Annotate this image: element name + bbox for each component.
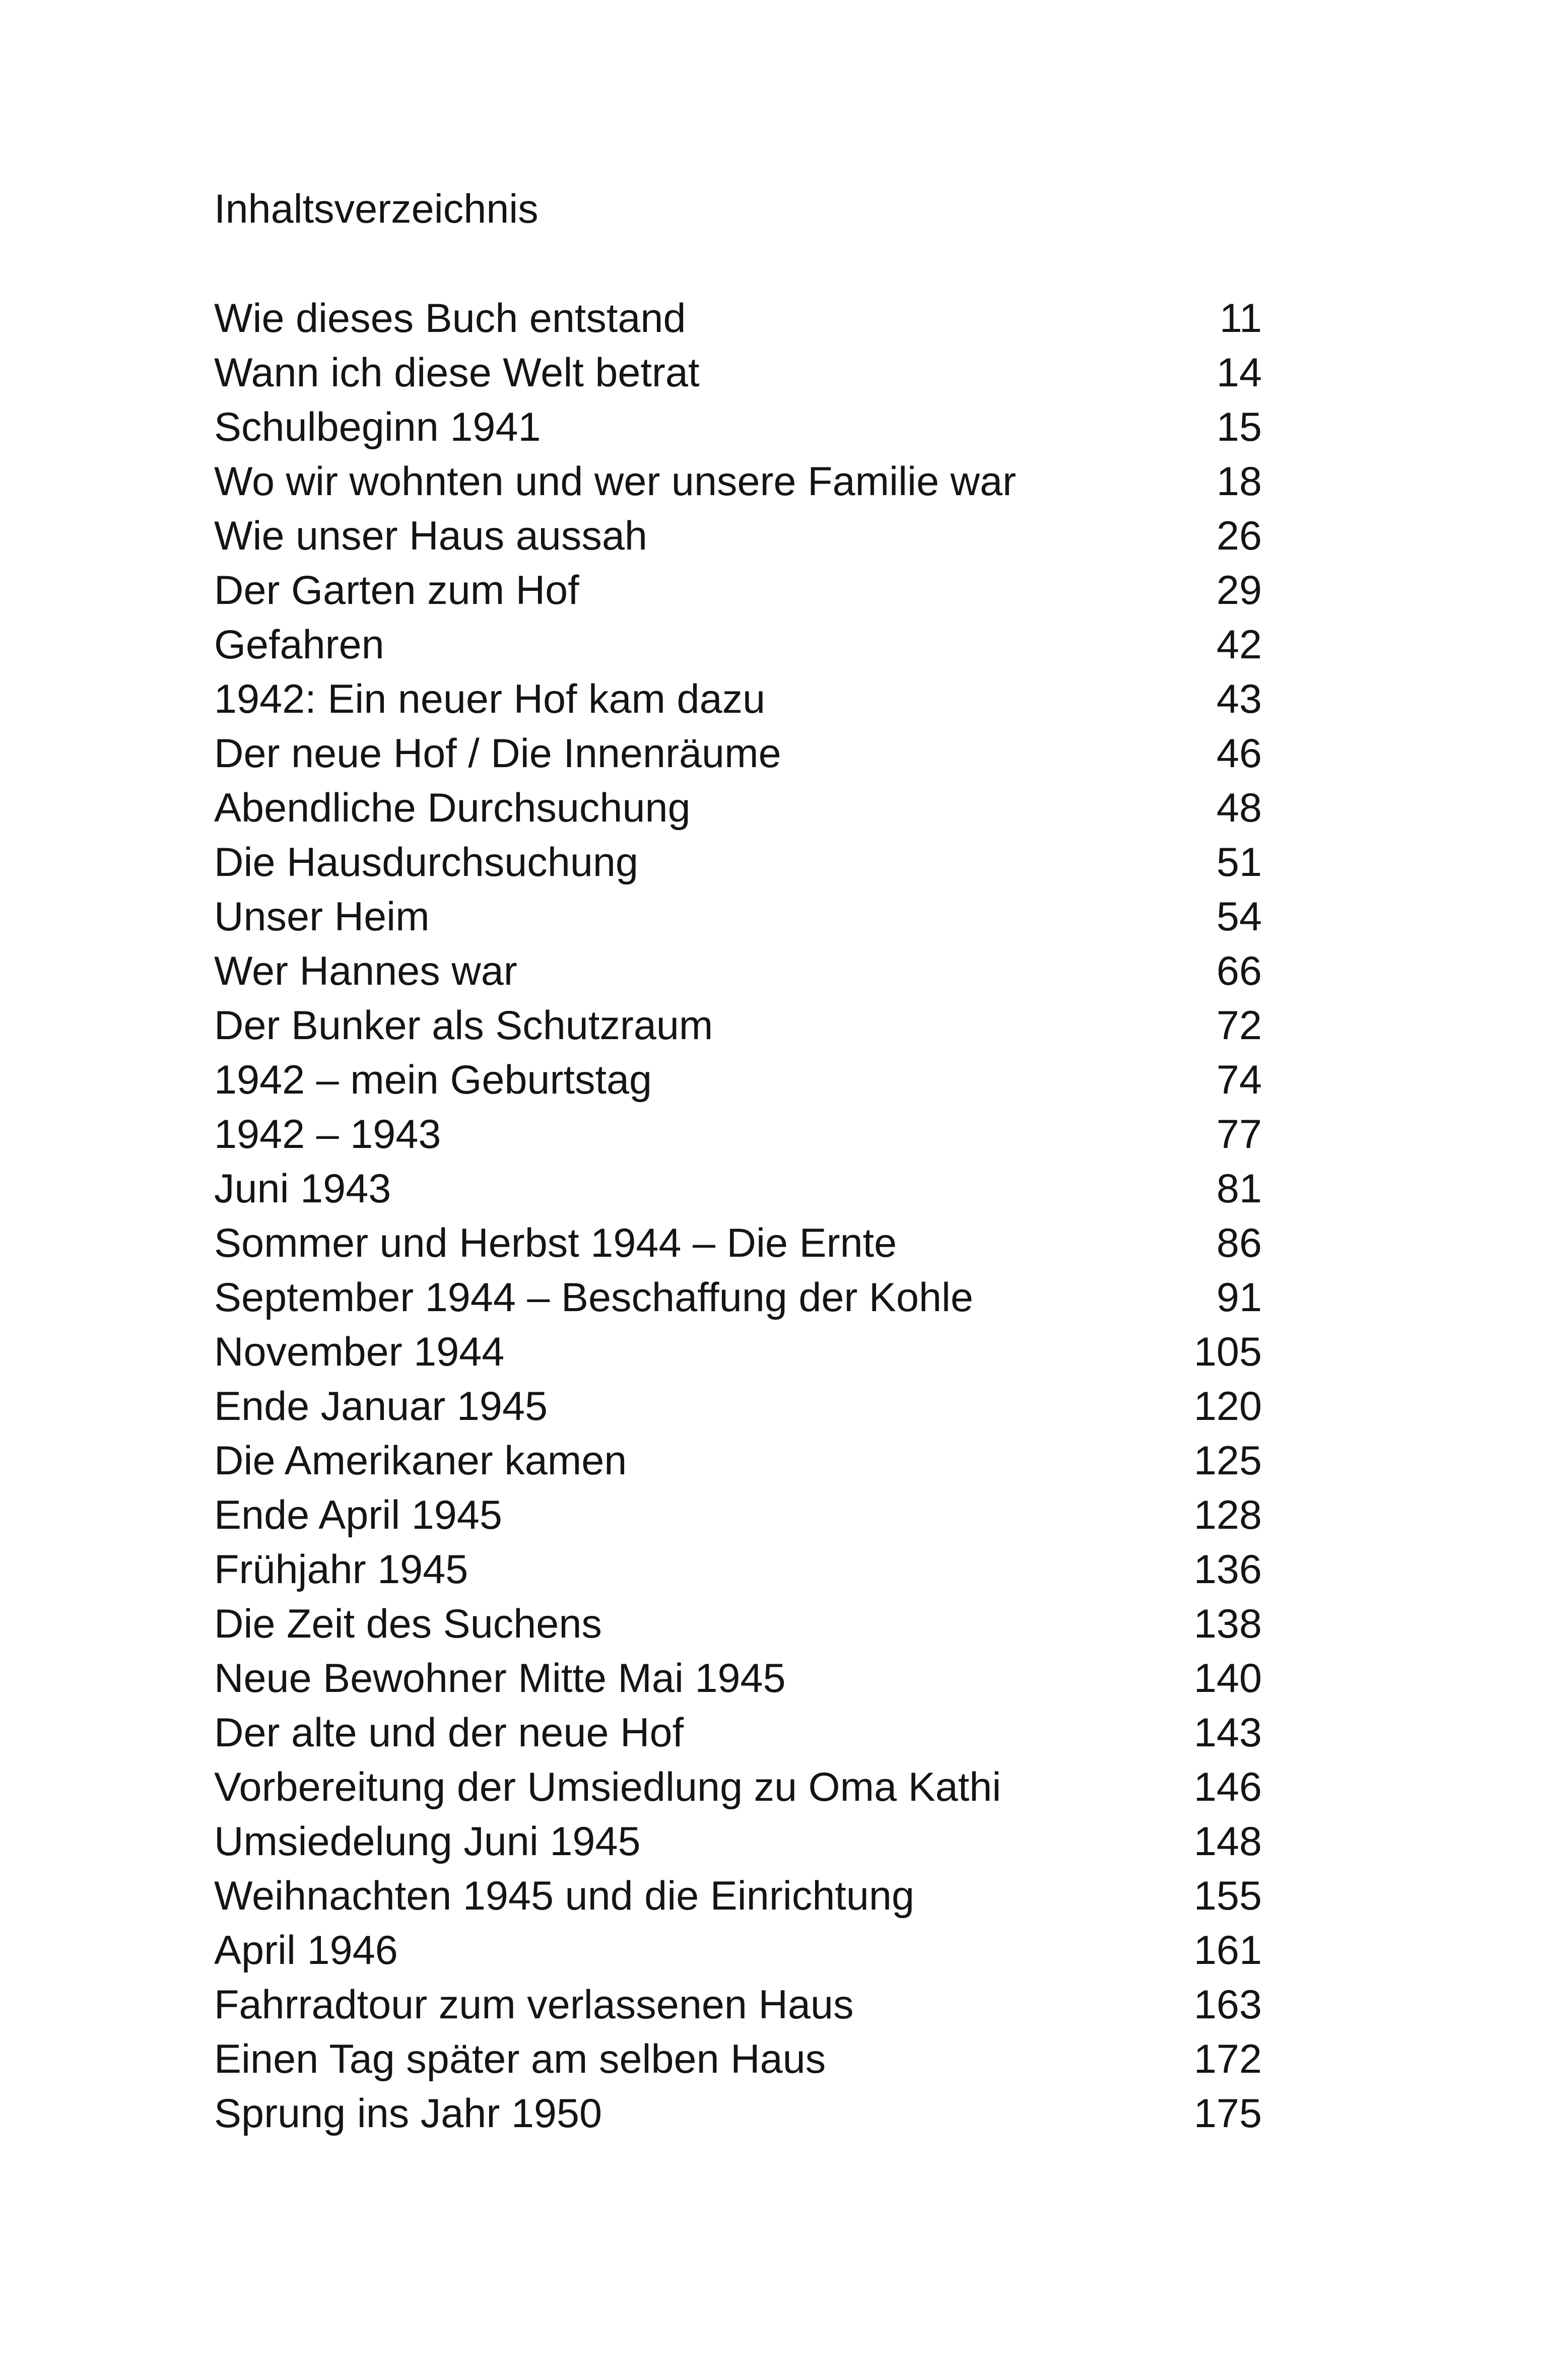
toc-entry-title: Gefahren [214, 622, 384, 667]
toc-entry-title: Frühjahr 1945 [214, 1547, 468, 1592]
toc-entry-title: Der Garten zum Hof [214, 568, 579, 613]
toc-entry [214, 451, 1262, 506]
toc-entry-title: Vorbereitung der Umsiedlung zu Oma Kathi [214, 1764, 1001, 1810]
toc-entry [214, 1920, 1262, 1975]
toc-entry-page-number: 172 [1193, 2036, 1262, 2082]
toc-entry-title: Die Zeit des Suchens [214, 1601, 602, 1647]
toc-entry [214, 1485, 1262, 1539]
toc-entry [214, 288, 1262, 343]
toc-entry-page-number: 66 [1216, 948, 1262, 994]
toc-entry [214, 669, 1262, 723]
toc-entry-page-number: 74 [1216, 1057, 1262, 1103]
toc-entry-page-number: 175 [1193, 2091, 1262, 2136]
toc-entry-title: September 1944 – Beschaffung der Kohle [214, 1275, 974, 1320]
toc-entry [214, 1757, 1262, 1811]
toc-entry [214, 1104, 1262, 1159]
toc-entry-title: Schulbeginn 1941 [214, 404, 541, 450]
toc-entry-title: November 1944 [214, 1329, 505, 1375]
toc-entry-title: April 1946 [214, 1928, 398, 1973]
toc-entry-title: Wie dieses Buch entstand [214, 296, 686, 341]
toc-entry [214, 1431, 1262, 1485]
toc-entry-page-number: 43 [1216, 676, 1262, 722]
toc-entry-page-number: 48 [1216, 785, 1262, 831]
toc-entry [214, 1866, 1262, 1920]
toc-entry-title: 1942: Ein neuer Hof kam dazu [214, 676, 766, 722]
toc-entry-page-number: 81 [1216, 1166, 1262, 1211]
toc-entry-page-number: 146 [1193, 1764, 1262, 1810]
toc-entry-page-number: 91 [1216, 1275, 1262, 1320]
toc-entry [214, 1376, 1262, 1431]
toc-entry-page-number: 18 [1216, 459, 1262, 504]
toc-entry [214, 1594, 1262, 1648]
toc-heading: Inhaltsverzeichnis [214, 186, 539, 232]
toc-entry-page-number: 161 [1193, 1928, 1262, 1973]
toc-entry [214, 615, 1262, 669]
toc-entry [214, 778, 1262, 832]
toc-entry-page-number: 26 [1216, 513, 1262, 559]
toc-entry-page-number: 155 [1193, 1873, 1262, 1919]
toc-entry-title: Weihnachten 1945 und die Einrichtung [214, 1873, 915, 1919]
toc-entry [214, 1975, 1262, 2029]
toc-entry-page-number: 54 [1216, 894, 1262, 939]
toc-entry [214, 723, 1262, 778]
toc-entry-title: Ende Januar 1945 [214, 1384, 548, 1429]
toc-list [214, 288, 1262, 2138]
toc-entry-title: Einen Tag später am selben Haus [214, 2036, 826, 2082]
toc-entry-page-number: 140 [1193, 1656, 1262, 1701]
toc-entry [214, 941, 1262, 995]
toc-entry-title: 1942 – mein Geburtstag [214, 1057, 652, 1103]
toc-entry-page-number: 14 [1216, 350, 1262, 395]
toc-entry-title: Der neue Hof / Die Innenräume [214, 731, 781, 776]
toc-entry-title: Neue Bewohner Mitte Mai 1945 [214, 1656, 786, 1701]
toc-entry-page-number: 72 [1216, 1003, 1262, 1048]
toc-entry-page-number: 86 [1216, 1220, 1262, 1266]
toc-entry-page-number: 15 [1216, 404, 1262, 450]
toc-entry-page-number: 163 [1193, 1982, 1262, 2027]
toc-entry-page-number: 138 [1193, 1601, 1262, 1647]
toc-entry-page-number: 105 [1193, 1329, 1262, 1375]
toc-entry [214, 1267, 1262, 1322]
toc-entry-page-number: 51 [1216, 840, 1262, 885]
toc-entry [214, 1648, 1262, 1703]
toc-entry [214, 2083, 1262, 2138]
toc-entry-page-number: 128 [1193, 1492, 1262, 1538]
toc-entry [214, 1159, 1262, 1213]
toc-entry-title: Der alte und der neue Hof [214, 1710, 684, 1755]
toc-entry [214, 506, 1262, 560]
toc-entry-title: Abendliche Durchsuchung [214, 785, 691, 831]
toc-entry-title: Wer Hannes war [214, 948, 517, 994]
toc-entry-page-number: 11 [1219, 296, 1262, 341]
toc-entry-title: Sommer und Herbst 1944 – Die Ernte [214, 1220, 897, 1266]
toc-entry-title: Die Hausdurchsuchung [214, 840, 638, 885]
toc-entry-title: Wie unser Haus aussah [214, 513, 647, 559]
toc-entry-page-number: 29 [1216, 568, 1262, 613]
toc-entry [214, 560, 1262, 615]
toc-entry [214, 1811, 1262, 1866]
toc-entry-title: Unser Heim [214, 894, 430, 939]
toc-entry-title: Wo wir wohnten und wer unsere Familie war [214, 459, 1017, 504]
toc-entry-page-number: 42 [1216, 622, 1262, 667]
toc-entry [214, 2029, 1262, 2083]
toc-entry [214, 832, 1262, 887]
toc-entry-page-number: 143 [1193, 1710, 1262, 1755]
toc-entry-page-number: 125 [1193, 1438, 1262, 1483]
toc-entry-title: Ende April 1945 [214, 1492, 502, 1538]
toc-entry-page-number: 120 [1193, 1384, 1262, 1429]
toc-entry-page-number: 77 [1216, 1112, 1262, 1157]
toc-entry-title: Umsiedelung Juni 1945 [214, 1819, 641, 1864]
toc-entry [214, 397, 1262, 451]
toc-entry [214, 343, 1262, 397]
toc-entry [214, 1539, 1262, 1594]
toc-entry-title: Juni 1943 [214, 1166, 391, 1211]
toc-entry [214, 887, 1262, 941]
toc-entry-title: Fahrradtour zum verlassenen Haus [214, 1982, 854, 2027]
toc-entry [214, 995, 1262, 1050]
toc-entry [214, 1213, 1262, 1267]
toc-entry-page-number: 46 [1216, 731, 1262, 776]
toc-entry-title: Sprung ins Jahr 1950 [214, 2091, 602, 2136]
toc-entry-page-number: 136 [1193, 1547, 1262, 1592]
toc-entry [214, 1322, 1262, 1376]
toc-entry-title: 1942 – 1943 [214, 1112, 441, 1157]
toc-entry-title: Wann ich diese Welt betrat [214, 350, 700, 395]
toc-entry [214, 1050, 1262, 1104]
toc-entry [214, 1703, 1262, 1757]
toc-entry-page-number: 148 [1193, 1819, 1262, 1864]
toc-entry-title: Die Amerikaner kamen [214, 1438, 627, 1483]
toc-entry-title: Der Bunker als Schutzraum [214, 1003, 713, 1048]
